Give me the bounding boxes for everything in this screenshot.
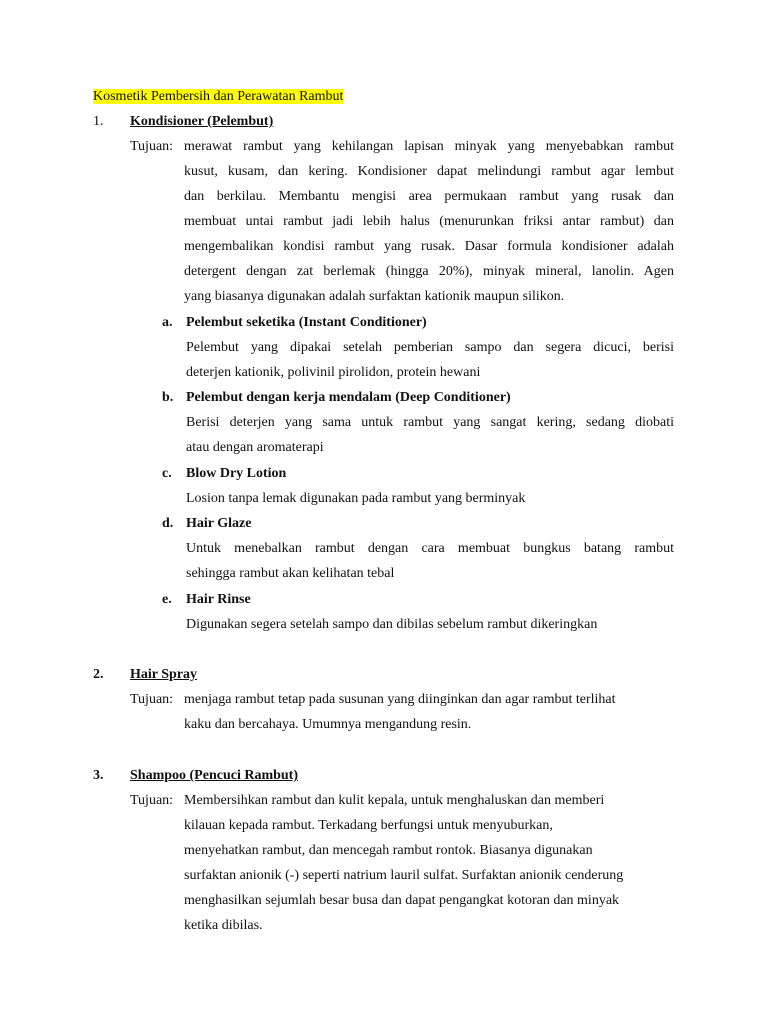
section-1-purpose-line: dan berkilau. Membantu mengisi area permukaan rambut yang rusak dan	[184, 189, 674, 204]
section-3-purpose-line: Membersihkan rambut dan kulit kepala, untuk menghaluskan dan memberi	[184, 793, 605, 808]
subitem-b-letter: b.	[162, 390, 174, 405]
subitem-e-letter: e.	[162, 592, 172, 607]
section-1-purpose-line: detergent dengan zat berlemak (hingga 20%), minyak mineral, lanolin. Agen	[184, 264, 674, 279]
subitem-b-heading: Pelembut dengan kerja mendalam (Deep Conditioner)	[186, 390, 511, 405]
subitem-d-line: Untuk menebalkan rambut dengan cara membuat bungkus batang rambut	[186, 541, 674, 556]
section-3-purpose-line: ketika dibilas.	[184, 918, 263, 933]
section-1-purpose-line: yang biasanya digunakan adalah surfaktan kationik maupun silikon.	[184, 289, 565, 304]
subitem-c-heading: Blow Dry Lotion	[186, 466, 287, 481]
section-1-purpose-line: membuat untai rambut jadi lebih halus (menurunkan friksi antar rambut) dan	[184, 214, 674, 229]
title-highlight: Kosmetik Pembersih dan Perawatan Rambut	[93, 89, 344, 104]
subitem-e-line: Digunakan segera setelah sampo dan dibilas sebelum rambut dikeringkan	[186, 617, 598, 632]
subitem-a-heading: Pelembut seketika (Instant Conditioner)	[186, 315, 427, 330]
subitem-d-letter: d.	[162, 516, 174, 531]
section-3-purpose-line: surfaktan anionik (-) seperti natrium lauril sulfat. Surfaktan anionik cenderung	[184, 868, 624, 883]
subitem-a-letter: a.	[162, 315, 173, 330]
section-1-purpose-line: merawat rambut yang kehilangan lapisan minyak yang menyebabkan rambut	[184, 139, 674, 154]
section-1-purpose-line: kusut, kusam, dan kering. Kondisioner dapat melindungi rambut agar lembut	[184, 164, 674, 179]
section-3-purpose-line: kilauan kepada rambut. Terkadang berfungsi untuk menyuburkan,	[184, 818, 553, 833]
section-1-heading: Kondisioner (Pelembut)	[130, 114, 274, 129]
section-2-purpose-label: Tujuan:	[130, 692, 174, 707]
subitem-d-heading: Hair Glaze	[186, 516, 252, 531]
subitem-b-line: atau dengan aromaterapi	[186, 440, 324, 455]
section-3-number: 3.	[93, 768, 104, 783]
section-1-number: 1.	[93, 114, 104, 129]
subitem-c-letter: c.	[162, 466, 172, 481]
subitem-a-line: deterjen kationik, polivinil pirolidon, protein hewani	[186, 365, 481, 380]
section-2-purpose-line: kaku dan bercahaya. Umumnya mengandung resin.	[184, 717, 472, 732]
section-3-purpose-line: menyehatkan rambut, dan mencegah rambut rontok. Biasanya digunakan	[184, 843, 593, 858]
section-2-number: 2.	[93, 667, 104, 682]
subitem-b-line: Berisi deterjen yang sama untuk rambut yang sangat kering, sedang diobati	[186, 415, 674, 430]
section-3-heading: Shampoo (Pencuci Rambut)	[130, 768, 299, 783]
section-1-purpose-line: mengembalikan kondisi rambut yang rusak. Dasar formula kondisioner adalah	[184, 239, 674, 254]
section-2-purpose-line: menjaga rambut tetap pada susunan yang diinginkan dan agar rambut terlihat	[184, 692, 616, 707]
subitem-a-line: Pelembut yang dipakai setelah pemberian sampo dan segera dicuci, berisi	[186, 340, 674, 355]
subitem-c-line: Losion tanpa lemak digunakan pada rambut yang berminyak	[186, 491, 526, 506]
document-title	[93, 84, 343, 109]
subitem-d-line: sehingga rambut akan kelihatan tebal	[186, 566, 395, 581]
section-1-purpose-label: Tujuan:	[130, 139, 174, 154]
section-3-purpose-line: menghasilkan sejumlah besar busa dan dapat pengangkat kotoran dan minyak	[184, 893, 620, 908]
section-3-purpose-label: Tujuan:	[130, 793, 174, 808]
subitem-e-heading: Hair Rinse	[186, 592, 251, 607]
section-2-heading: Hair Spray	[130, 667, 198, 682]
